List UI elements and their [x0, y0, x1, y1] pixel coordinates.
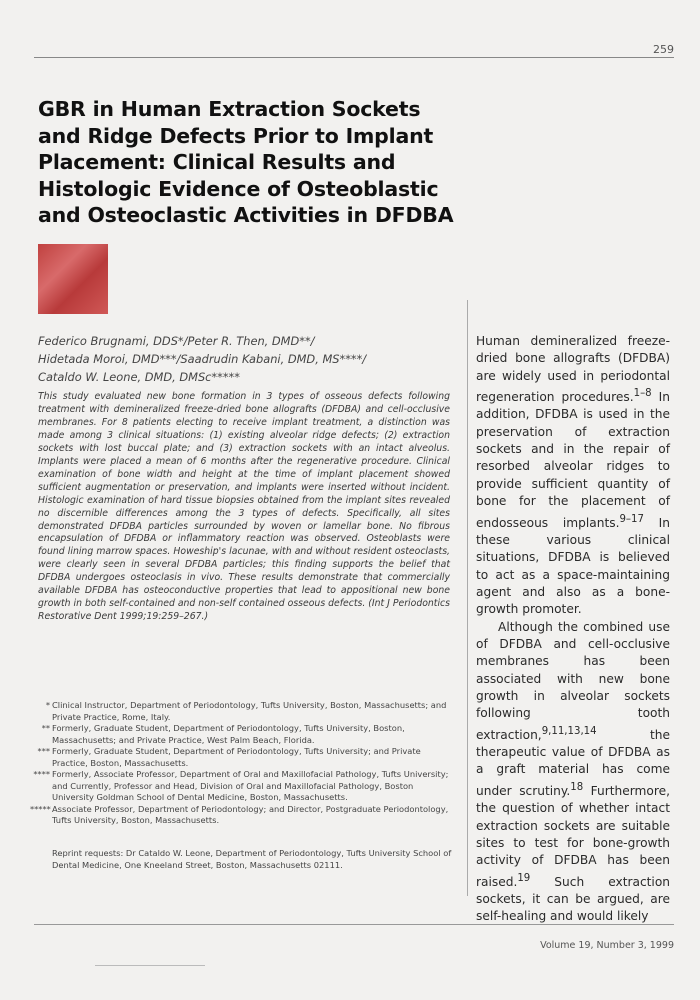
footnote: [30, 700, 455, 723]
footnote-text: Associate Professor, Department of Periodontology; and Director, Postgraduate Periodontology, Tufts University, Boston, Massachusetts.: [52, 803, 449, 825]
footnote-mark: **: [41, 723, 50, 733]
text-run: Furthermore, the question of whether intact extraction sockets are suitable sites to test for bone-growth activity of DFDBA has been raised.: [476, 783, 670, 889]
citation: 9,11,13,14: [541, 725, 597, 737]
citation: 19: [517, 872, 531, 884]
footnote-mark: ****: [33, 769, 50, 779]
scan-mark: [95, 965, 205, 966]
text-run: In these various clinical situations, DFDBA is believed to act as a space-maintaining agent and also as a bone-growth promoter.: [476, 515, 670, 617]
author-list: [38, 332, 458, 386]
footnote: [30, 723, 455, 746]
footer-rule: [34, 924, 674, 925]
text-run: In addition, DFDBA is used in the preservation of extraction sockets and in the repair of resorbed alveolar ridges to provide sufficient quantity of bone for the placement of endosseous implants.: [476, 390, 670, 530]
body-text: [476, 333, 670, 926]
footnote-text: Clinical Instructor, Department of Periodontology, Tufts University, Boston, Massachusetts; and Private Practice, Rome, Italy.: [52, 700, 447, 722]
citation: 1–8: [633, 388, 652, 400]
abstract: This study evaluated new bone formation in 3 types of osseous defects following treatment with demineralized freeze-dried bone allografts (DFDBA) and cell-occlusive membranes. For 8 patients electing to receive implant treatment, a distinction was made among 3 clinical situations: (1) existing alveolar ridge defects; (2) extraction sockets with lost buccal plate; and (3) extraction sockets with an intact alveolus. Implants were placed a mean of 6 months after the regenerative procedure. Clinical examination of bone width and height at the time of implant placement showed sufficient augmentation or preservation, and implants were inserted without incident. Histologic examination of hard tissue biopsies obtained from the implant sites revealed no discernible differences among the 3 types of defects. Specifically, all sites demonstrated DFDBA particles surrounded by woven or lamellar bone. No fibrous encapsulation of DFDBA or inflammatory reaction was observed. Osteoblasts were found lining marrow spaces. Howeship's lacunae, with and without resident osteoclasts, were clearly seen in several DFDBA particles; this finding supports the belief that DFDBA undergoes osteoclasis in vivo. These results demonstrate that commercially available DFDBA has osteoconductive properties that lead to appositional new bone growth in both self-contained and non-self contained osseous defects. (Int J Periodontics Restorative Dent 1999;19:259–267.): [38, 391, 450, 623]
footnote: [30, 746, 455, 769]
footnote-mark: ***: [37, 746, 50, 756]
header-rule: [34, 57, 674, 58]
footnote-text: Formerly, Graduate Student, Department of Periodontology, Tufts University, Boston, Massachusetts; and Private Practice, West Palm Beach, Florida.: [52, 723, 405, 745]
text-run: the therapeutic value of DFDBA as a graft material has come under scrutiny.: [476, 727, 670, 798]
footnote-text: Formerly, Associate Professor, Department of Oral and Maxillofacial Pathology, Tufts University; and Currently, Professor and Head, Division of Oral and Maxillofacial Pathology, Boston University Goldman School of Dental Medicine, Boston, Massachusetts.: [52, 769, 449, 802]
article-title: GBR in Human Extraction Sockets and Ridge Defects Prior to Implant Placement: Clinical Results and Histologic Evidence of Osteoblastic and Osteoclastic Activities in DFDBA: [38, 97, 454, 227]
footnote: [30, 769, 455, 804]
author-line: Federico Brugnami, DDS*/Peter R. Then, DMD**/: [38, 334, 315, 348]
footnote-mark: *****: [30, 803, 51, 814]
journal-issue-footer: Volume 19, Number 3, 1999: [540, 940, 674, 951]
body-paragraph-2: [476, 619, 670, 926]
text-run: Although the combined use of DFDBA and cell-occlusive membranes has been associated with new bone growth in alveolar sockets following tooth extraction,: [476, 619, 670, 742]
reprint-requests: Reprint requests: Dr Cataldo W. Leone, Department of Periodontology, Tufts University School of Dental Medicine, One Kneeland Street, Boston, Massachusetts 02111.: [52, 848, 452, 870]
author-line: Cataldo W. Leone, DMD, DMSc*****: [38, 370, 240, 384]
body-paragraph-1: [476, 333, 670, 619]
text-run: Human demineralized freeze-dried bone allografts (DFDBA) are widely used in periodontal regeneration procedures.: [476, 334, 670, 405]
footnote-text: Formerly, Graduate Student, Department of Periodontology, Tufts University; and Private Practice, Boston, Massachusetts.: [52, 746, 421, 768]
column-divider: [467, 300, 468, 896]
text-run: Such extraction sockets, it can be argued, are self-healing and would likely: [476, 874, 670, 924]
citation: 9–17: [619, 513, 644, 525]
section-color-swatch: [38, 244, 108, 314]
author-affiliations: [30, 700, 455, 827]
footnote-mark: *: [45, 700, 50, 710]
citation: 18: [570, 781, 584, 793]
page-number: 259: [653, 43, 674, 56]
author-line: Hidetada Moroi, DMD***/Saadrudin Kabani, DMD, MS****/: [38, 352, 367, 366]
footnote: [30, 804, 455, 827]
